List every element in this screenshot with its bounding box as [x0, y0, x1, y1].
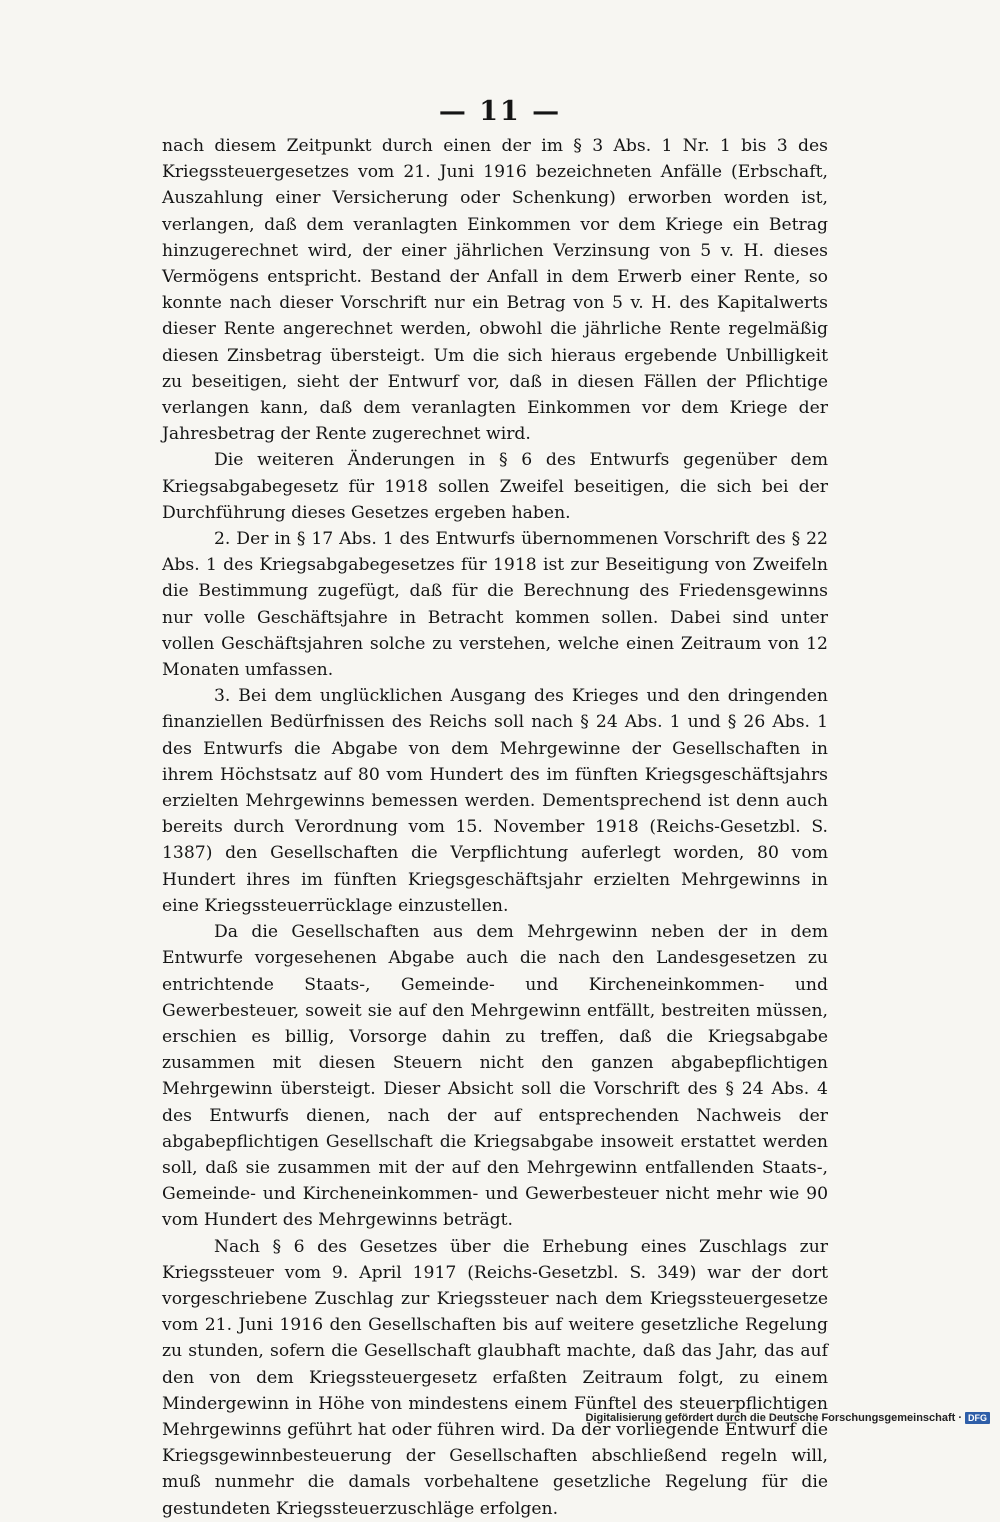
paragraph: nach diesem Zeitpunkt durch einen der im § 3 Abs. 1 Nr. 1 bis 3 des Kriegssteuergesetzes vom 21. Juni 1916 bezeichneten Anfälle (Erbschaft, Auszahlung einer Versicherung oder Schenkung) erworben worden ist, verlangen, daß dem veranlagten Einkommen vor dem Kriege ein Betrag hinzugerechnet wird, der einer jährlichen Verzinsung von 5 v. H. dieses Vermögens entspricht. Bestand der Anfall in dem Erwerb einer Rente, so konnte nach dieser Vorschrift nur ein Betrag von 5 v. H. des Kapitalwerts dieser Rente angerechnet werden, obwohl die jährliche Rente regelmäßig diesen Zinsbetrag übersteigt. Um die sich hieraus ergebende Unbilligkeit zu beseitigen, sieht der Entwurf vor, daß in diesen Fällen der Pflichtige verlangen kann, daß dem veranlagten Einkommen vor dem Kriege der Jahresbetrag der Rente zugerechnet wird.	[162, 136, 828, 445]
paragraph: 2. Der in § 17 Abs. 1 des Entwurfs übernommenen Vorschrift des § 22 Abs. 1 des Kriegsabgabegesetzes für 1918 ist zur Beseitigung von Zweifeln die Bestimmung zugefügt, daß für die Berechnung des Friedensgewinns nur volle Geschäftsjahre in Betracht kommen sollen. Dabei sind unter vollen Geschäftsjahren solche zu verstehen, welche einen Zeitraum von 12 Monaten umfassen.	[162, 529, 828, 681]
page-number: — 11 —	[438, 96, 562, 127]
paragraph: 3. Bei dem unglücklichen Ausgang des Krieges und den dringenden finanziellen Bedürfnissen des Reichs soll nach § 24 Abs. 1 und § 26 Abs. 1 des Entwurfs die Abgabe von dem Mehrgewinne der Gesellschaften in ihrem Höchstsatz auf 80 vom Hundert des im fünften Kriegsgeschäftsjahrs erzielten Mehrgewinns bemessen werden. Dementsprechend ist denn auch bereits durch Verordnung vom 15. November 1918 (Reichs-Gesetzbl. S. 1387) den Gesellschaften die Verpflichtung auferlegt worden, 80 vom Hundert ihres im fünften Kriegsgeschäftsjahr erzielten Mehrgewinns in eine Kriegssteuerrücklage einzustellen.	[162, 686, 828, 916]
paragraph: Die weiteren Änderungen in § 6 des Entwurfs gegenüber dem Kriegsabgabegesetz für 1918 sollen Zweifel beseitigen, die sich bei der Durchführung dieses Gesetzes ergeben haben.	[162, 450, 828, 523]
dfg-logo: DFG	[965, 1412, 990, 1424]
digitization-credit	[586, 1412, 990, 1424]
document-body	[162, 133, 828, 1522]
paragraph: Da die Gesellschaften aus dem Mehrgewinn neben der in dem Entwurfe vorgesehenen Abgabe auch die nach den Landesgesetzen zu entrichtende Staats-, Gemeinde- und Kircheneinkommen- und Gewerbesteuer, soweit sie auf den Mehrgewinn entfällt, bestreiten müssen, erschien es billig, Vorsorge dahin zu treffen, daß die Kriegsabgabe zusammen mit diesen Steuern nicht den ganzen abgabepflichtigen Mehrgewinn übersteigt. Dieser Absicht soll die Vorschrift des § 24 Abs. 4 des Entwurfs dienen, nach der auf entsprechenden Nachweis der abgabepflichtigen Gesellschaft die Kriegsabgabe insoweit erstattet werden soll, daß sie zusammen mit der auf den Mehrgewinn entfallenden Staats-, Gemeinde- und Kircheneinkommen- und Gewerbesteuer nicht mehr wie 90 vom Hundert des Mehrgewinns beträgt.	[162, 922, 828, 1231]
credit-separator-icon: ·	[958, 1412, 962, 1424]
credit-text: Digitalisierung gefördert durch die Deutsche Forschungsgemeinschaft	[585, 1412, 956, 1424]
paragraph: Nach § 6 des Gesetzes über die Erhebung eines Zuschlags zur Kriegssteuer vom 9. April 1917 (Reichs-Gesetzbl. S. 349) war der dort vorgeschriebene Zuschlag zur Kriegssteuer nach dem Kriegssteuergesetze vom 21. Juni 1916 den Gesellschaften bis auf weitere gesetzliche Regelung zu stunden, sofern die Gesellschaft glaubhaft machte, daß das Jahr, das auf den von dem Kriegssteuergesetz erfaßten Zeitraum folgt, zu einem Mindergewinn in Höhe von mindestens einem Fünftel des steuerpflichtigen Mehrgewinns geführt hat oder führen wird. Da der vorliegende Entwurf die Kriegsgewinnbesteuerung der Gesellschaften abschließend regeln will, muß nunmehr die damals vorbehaltene gesetzliche Regelung für die gestundeten Kriegssteuerzuschläge erfolgen.	[162, 1236, 828, 1519]
